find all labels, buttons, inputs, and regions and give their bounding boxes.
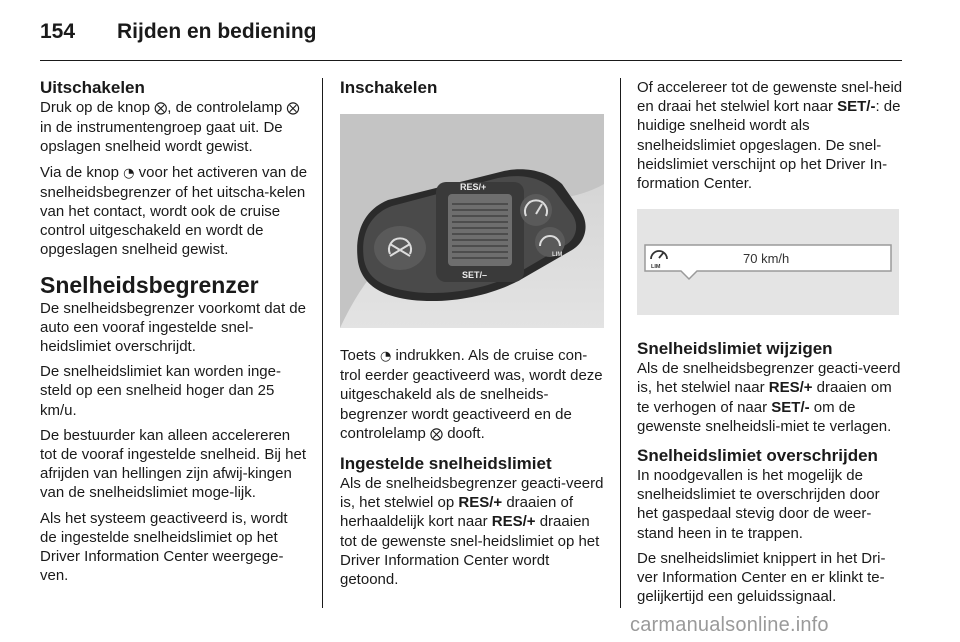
column-divider	[620, 78, 621, 608]
paragraph: De bestuurder kan alleen accelereren tot de vooraf ingestelde snelheid. Bij het afrijden van hellingen zijn afwij-kingen van de snelheidslimiet moge-lijk.	[40, 426, 307, 502]
steering-label-lim: LIM	[552, 252, 563, 258]
display-speed: 70 km/h	[743, 251, 790, 267]
paragraph: Als het systeem geactiveerd is, wordt de ingestelde snelheidslimiet op het Driver Information Center weergege-ven.	[40, 509, 288, 585]
heading-uitschakelen: Uitschakelen	[40, 78, 145, 97]
steering-wheel-controls-photo	[340, 114, 604, 328]
driver-information-center-display	[637, 209, 899, 315]
paragraph: Via de knop ◔ voor het activeren van de snelheidsbegrenzer of het uitscha-kelen van het contact, wordt ook de cruise control uitgeschakeld en wordt de opgeslagen snelheid gewist.	[40, 163, 308, 259]
cruise-off-icon: ⨂	[154, 101, 168, 116]
heading-ingestelde-snelheidslimiet: Ingestelde snelheidslimiet	[340, 454, 552, 474]
column-3	[637, 78, 903, 612]
column-1	[40, 78, 308, 591]
limiter-icon: ◔	[380, 349, 392, 364]
paragraph: Als de snelheidsbegrenzer geacti-veerd is, het stelwiel op RES/+ draaien of herhaaldelijk kort naar RES/+ draaien tot de gewenste snel-heidslimiet op het Driver Information Center wordt getoond.	[340, 475, 604, 589]
paragraph: De snelheidslimiet kan worden inge-steld op een snelheid hoger dan 25 km/u.	[40, 363, 281, 419]
paragraph: Als de snelheidsbegrenzer geacti-veerd is, het stelwiel naar RES/+ draaien om te verhogen of naar SET/- om de gewenste snelheidsli-miet te verlagen.	[637, 360, 901, 435]
cruise-off-icon: ⨂	[286, 101, 300, 116]
paragraph: In noodgevallen is het mogelijk de snelheidslimiet te overschrijden door het gaspedaal stevig door de weer-stand heen in te trappen.	[637, 467, 880, 542]
heading-snelheidsbegrenzer: Snelheidsbegrenzer	[40, 271, 259, 298]
steering-label-res: RES/+	[460, 182, 487, 192]
steering-wheel-illustration	[340, 114, 604, 328]
heading-snelheidslimiet-overschrijden: Snelheidslimiet overschrijden	[637, 446, 878, 466]
display-lim-label: LIM	[651, 264, 661, 271]
paragraph: Of accelereer tot de gewenste snel-heid en draai het stelwiel kort naar SET/-: de huidige snelheid wordt als snelheidslimiet opgeslagen. De snel-heidslimiet verschijnt op het Driver In-formation Center.	[637, 79, 903, 193]
paragraph: Druk op de knop ⨂, de controlelamp ⨂ in de instrumentengroep gaat uit. De opslagen snelheid wordt gewist.	[40, 99, 300, 156]
column-divider	[322, 78, 323, 608]
page-number: 154	[40, 20, 76, 43]
limiter-icon: ◔	[123, 165, 135, 181]
column-2	[340, 78, 604, 595]
page-title: Rijden en bediening	[117, 20, 317, 43]
paragraph: De snelheidslimiet knippert in het Dri-ver Information Center en er klinkt te-gelijkertijd een geluidssignaal.	[637, 549, 886, 606]
cruise-off-icon: ⨂	[430, 426, 444, 442]
paragraph: De snelheidsbegrenzer voorkomt dat de auto een vooraf ingestelde snel-heidslimiet overschrijdt.	[40, 299, 306, 356]
header-rule	[40, 60, 902, 61]
heading-snelheidslimiet-wijzigen: Snelheidslimiet wijzigen	[637, 339, 833, 359]
watermark: carmanualsonline.info	[630, 614, 829, 636]
paragraph: Toets ◔ indrukken. Als de cruise con-trol eerder geactiveerd was, wordt deze uitgeschakeld als de snelheids-begrenzer wordt geactiveerd en de controlelamp ⨂ dooft.	[340, 346, 604, 444]
heading-inschakelen: Inschakelen	[340, 78, 438, 97]
steering-label-set: SET/–	[462, 270, 488, 280]
